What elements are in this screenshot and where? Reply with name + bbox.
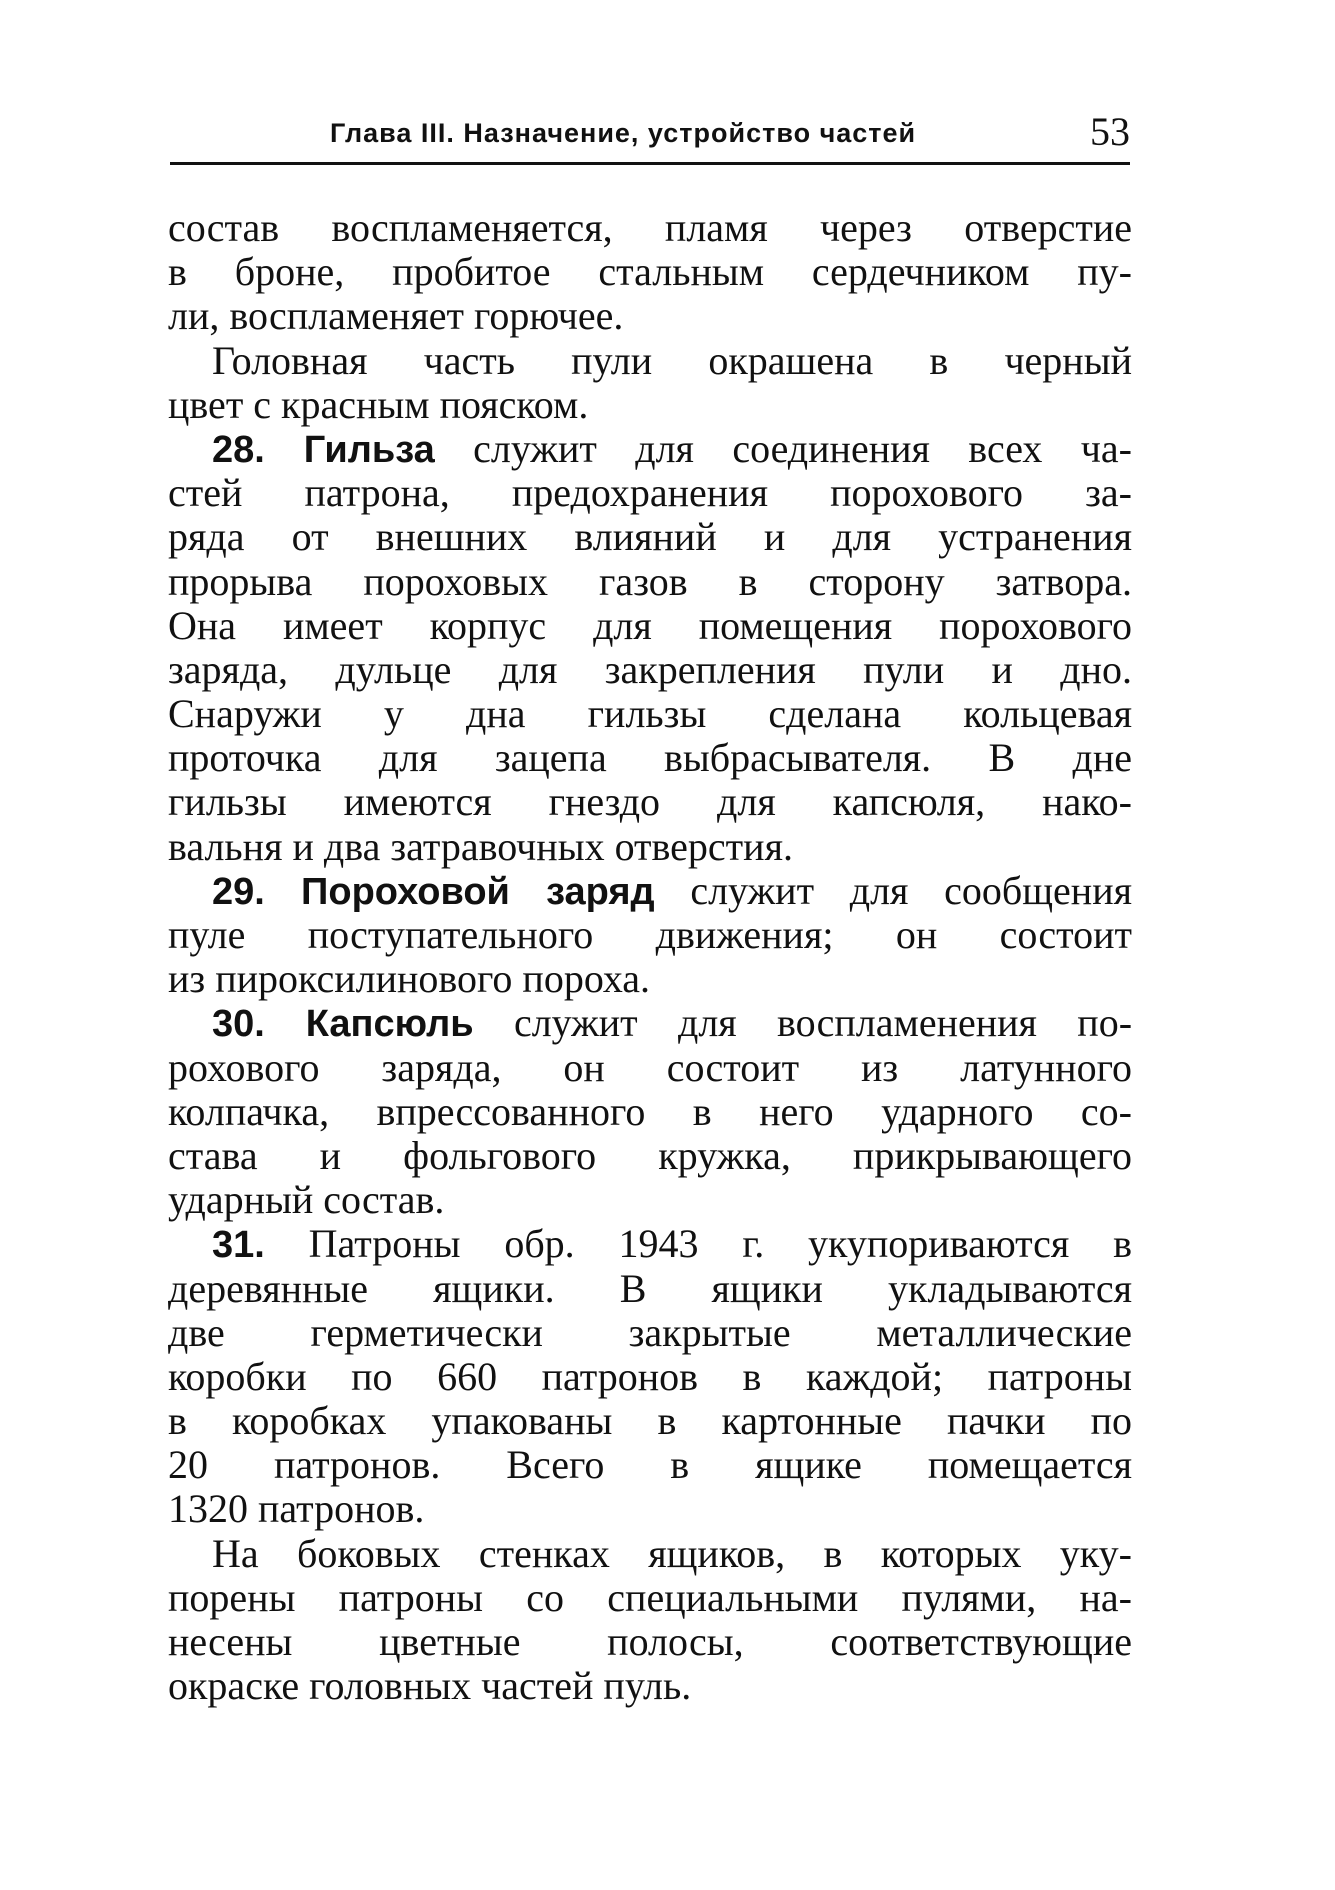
text-line: На боковых стенках ящиков, в которых уку-: [212, 1530, 1132, 1576]
text-line: заряда, дульце для закрепления пули и дно.: [168, 646, 1132, 692]
text-line: стей патрона, предохранения порохового за-: [168, 470, 1132, 516]
text-line: в коробках упакованы в картонные пачки по: [168, 1398, 1132, 1444]
page-number: 53: [1090, 109, 1130, 154]
paragraph-item-31: [168, 1222, 1132, 1531]
chapter-title: Глава III. Назначение, устройство частей: [330, 118, 917, 148]
paragraph: [168, 206, 1132, 339]
text-line: прорыва пороховых газов в сторону затвора.: [168, 558, 1132, 604]
text-line: окраске головных частей пуль.: [168, 1663, 692, 1709]
text-line: ряда от внешних влияний и для устранения: [168, 514, 1132, 560]
text-line: 31. Патроны обр. 1943 г. укупориваются в: [212, 1221, 1133, 1267]
text-line: ударный состав.: [168, 1177, 445, 1223]
text-line: колпачка, впрессованного в него ударного со-: [168, 1088, 1132, 1134]
text-line: Снаружи у дна гильзы сделана кольцевая: [168, 691, 1132, 737]
text-line: 28. Гильза служит для соединения всех ча-: [212, 425, 1132, 471]
text-line: 29. Пороховой заряд служит для сообщения: [212, 867, 1132, 913]
text-line: 20 патронов. Всего в ящике помещается: [168, 1442, 1132, 1488]
paragraph: [168, 1532, 1132, 1709]
text-line: 30. Капсюль служит для воспламенения по-: [212, 1000, 1133, 1046]
text-line: става и фольгового кружка, прикрывающего: [168, 1132, 1132, 1178]
paragraph-item-29: [168, 869, 1132, 1002]
text-line: несены цветные полосы, соответствующие: [168, 1619, 1132, 1664]
text-line: две герметически закрытые металлические: [168, 1309, 1132, 1355]
text-line: вальня и два затравочных отверстия.: [168, 823, 793, 869]
text-line: из пироксилинового пороха.: [168, 956, 651, 1002]
text-line: Головная часть пули окрашена в черный: [212, 337, 1132, 383]
text-line: 1320 патронов.: [168, 1486, 425, 1532]
text-line: цвет с красным пояском.: [168, 381, 589, 427]
text-line: порены патроны со специальными пулями, на-: [168, 1574, 1132, 1620]
item-heading: 30. Капсюль: [212, 1003, 474, 1046]
text-line: деревянные ящики. В ящики укладываются: [168, 1265, 1132, 1311]
paragraph-item-28: [168, 427, 1132, 869]
text-line: гильзы имеются гнездо для капсюля, нако-: [168, 779, 1132, 825]
paragraph: [168, 339, 1132, 427]
text-line: проточка для зацепа выбрасывателя. В дне: [168, 735, 1132, 781]
item-heading: 29. Пороховой заряд: [212, 870, 655, 913]
item-heading: 31.: [212, 1224, 265, 1267]
running-header: [170, 110, 1130, 165]
text-line: Она имеет корпус для помещения порохового: [168, 602, 1132, 648]
paragraph-item-30: [168, 1001, 1132, 1222]
text-line: рохового заряда, он состоит из латунного: [168, 1044, 1132, 1090]
body-text: [168, 206, 1132, 1708]
text-line: пуле поступательного движения; он состоит: [168, 912, 1132, 957]
item-heading: 28. Гильза: [212, 428, 435, 471]
text-line: ли, воспламеняет горючее.: [168, 293, 624, 339]
text-line: в броне, пробитое стальным сердечником пу-: [168, 249, 1132, 295]
text-line: коробки по 660 патронов в каждой; патроны: [168, 1353, 1132, 1399]
text-line: состав воспламеняется, пламя через отверстие: [168, 205, 1132, 250]
